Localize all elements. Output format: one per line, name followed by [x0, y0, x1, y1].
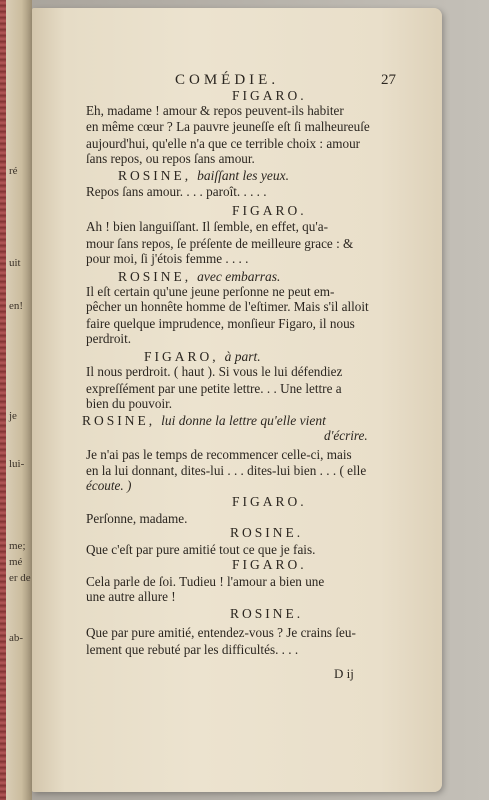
text-line: Ah ! bien languiſſant. Il ſemble, en effet, qu'a- — [86, 219, 328, 234]
speaker-name: ROSINE. — [230, 525, 304, 540]
page-number: 27 — [381, 72, 396, 88]
speaker-heading — [82, 413, 326, 429]
text-line: aujourd'hui, qu'elle n'a que ce terrible choix : amour — [86, 136, 361, 151]
text-line: Perſonne, madame. — [86, 511, 188, 526]
facing-page-fragment: lui- — [9, 458, 25, 470]
speaker-heading — [230, 525, 303, 541]
facing-page-edge — [6, 0, 32, 800]
speaker-name: FIGARO. — [232, 203, 307, 218]
text-line: Que c'eſt par pure amitié tout ce que je fais. — [86, 542, 316, 557]
text-line: Repos ſans amour. . . . paroît. . . . . — [86, 184, 267, 199]
facing-page-fragment: en! — [9, 300, 24, 312]
speaker-name: FIGARO. — [232, 88, 307, 103]
text-line: pêcher un honnête homme de l'eſtimer. Mais s'il alloit — [86, 299, 369, 314]
stage-direction: baiſſant les yeux. — [197, 168, 289, 183]
speaker-heading — [232, 88, 307, 104]
text-line: une autre allure ! — [86, 589, 176, 604]
speaker-name: ROSINE, — [118, 168, 192, 183]
text-line: lement que rebuté par les difficultés. . . . — [86, 642, 299, 657]
printer-signature: D ij — [334, 666, 354, 681]
speaker-heading — [230, 606, 303, 622]
facing-page-fragment: je — [9, 410, 17, 422]
stage-direction-continued: d'écrire. — [324, 428, 368, 443]
speaker-heading — [232, 494, 307, 510]
text-line: Eh, madame ! amour & repos peuvent-ils habiter — [86, 103, 344, 118]
text-line: Il eſt certain qu'une jeune perſonne ne peut em- — [86, 284, 335, 299]
text-line: bien du pouvoir. — [86, 396, 173, 411]
text-line: pour moi, ſi j'étois femme . . . . — [86, 251, 249, 266]
speaker-name: ROSINE, — [82, 413, 156, 428]
text-line: en la lui donnant, dites-lui . . . dites-lui bien . . . ( elle — [86, 463, 367, 478]
stage-direction: à part. — [224, 349, 261, 364]
text-line: Cela parle de ſoi. Tudieu ! l'amour a bien une — [86, 574, 325, 589]
stage-direction: lui donne la lettre qu'elle vient — [161, 413, 326, 428]
speaker-name: ROSINE, — [118, 269, 192, 284]
text-line: Il nous perdroit. ( haut ). Si vous le lui défendiez — [86, 364, 343, 379]
text-line: Que par pure amitié, entendez-vous ? Je crains ſeu- — [86, 625, 356, 640]
speaker-name: FIGARO. — [232, 557, 307, 572]
book-page — [32, 8, 442, 792]
text-line: en même cœur ? La pauvre jeuneſſe eſt ſi malheureuſe — [86, 119, 370, 134]
text-line: expreſſément par une petite lettre. . . Une lettre a — [86, 381, 342, 396]
text-line: perdroit. — [86, 331, 132, 346]
speaker-heading — [118, 168, 289, 184]
facing-page-fragment: ré — [9, 165, 18, 177]
speaker-name: FIGARO. — [232, 494, 307, 509]
facing-page-fragment: uit — [9, 257, 21, 269]
speaker-name: FIGARO, — [144, 349, 219, 364]
speaker-heading — [144, 349, 261, 365]
stage-direction: avec embarras. — [197, 269, 281, 284]
speaker-heading — [232, 557, 307, 573]
facing-page-fragment: mé — [9, 556, 23, 568]
speaker-heading — [118, 269, 280, 285]
facing-page-fragment: me; — [9, 540, 26, 552]
text-line: ſans repos, ou repos ſans amour. — [86, 151, 255, 166]
text-line: faire quelque imprudence, monſieur Figaro, il nous — [86, 316, 355, 331]
text-line: écoute. ) — [86, 478, 132, 493]
speaker-name: ROSINE. — [230, 606, 304, 621]
facing-page-fragment: ab- — [9, 632, 24, 644]
facing-page-fragment: er de — [9, 572, 31, 584]
running-head: COMÉDIE. — [175, 72, 280, 88]
text-line: Je n'ai pas le temps de recommencer celle-ci, mais — [86, 447, 352, 462]
text-line: mour ſans repos, ſe préſente de meilleure grace : & — [86, 236, 354, 251]
speaker-heading — [232, 203, 307, 219]
